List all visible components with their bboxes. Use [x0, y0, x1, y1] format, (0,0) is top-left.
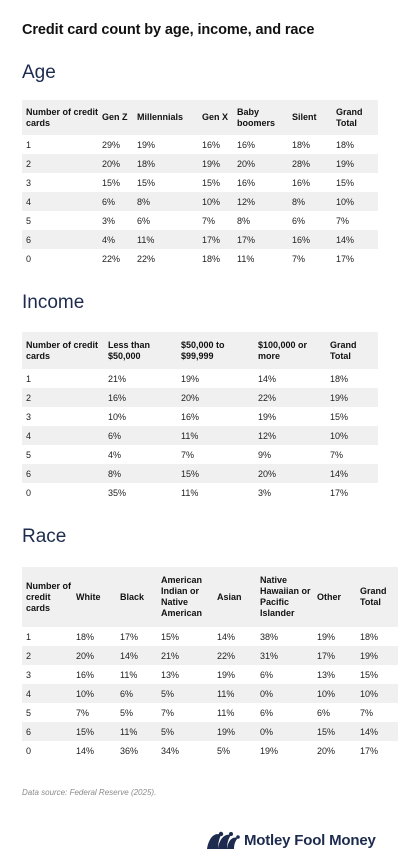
table-cell: 12%: [237, 196, 256, 207]
table-cell: 18%: [202, 253, 221, 264]
table-cell: 17%: [237, 234, 256, 245]
table-cell: 2: [26, 158, 32, 169]
table-cell: 8%: [137, 196, 151, 207]
age-header-cell: Baby boomers: [237, 106, 276, 128]
table-cell: 19%: [181, 373, 200, 384]
age-header-cell: Grand Total: [336, 106, 363, 128]
income-table: [22, 332, 378, 502]
table-cell: 16%: [202, 139, 221, 150]
table-cell: 17%: [360, 745, 379, 756]
table-cell: 0%: [260, 688, 274, 699]
table-row: [22, 722, 398, 741]
table-cell: 10%: [317, 688, 336, 699]
age-header-cell: Gen X: [202, 112, 229, 122]
table-row: [22, 173, 378, 192]
age-table: [22, 100, 378, 268]
table-cell: 21%: [161, 650, 180, 661]
income-table-container: [22, 332, 378, 502]
table-cell: 9%: [258, 449, 272, 460]
table-cell: 16%: [292, 234, 311, 245]
table-cell: 0: [26, 253, 32, 264]
table-cell: 19%: [137, 139, 156, 150]
table-cell: 16%: [76, 669, 95, 680]
table-cell: 16%: [181, 411, 200, 422]
table-cell: 7%: [360, 707, 374, 718]
table-cell: 13%: [161, 669, 180, 680]
table-cell: 10%: [76, 688, 95, 699]
table-cell: 6%: [102, 196, 116, 207]
table-cell: 11%: [237, 253, 255, 264]
table-cell: 6%: [137, 215, 151, 226]
table-cell: 7%: [292, 253, 306, 264]
table-cell: 7%: [202, 215, 216, 226]
table-cell: 11%: [120, 726, 138, 737]
table-cell: 2: [26, 650, 32, 661]
table-row: [22, 154, 378, 173]
table-cell: 1: [26, 139, 32, 150]
table-cell: 15%: [137, 177, 156, 188]
income-table-body: [22, 369, 378, 502]
table-cell: 14%: [330, 468, 349, 479]
table-cell: 14%: [360, 726, 379, 737]
income-header-row: [22, 332, 378, 369]
table-cell: 1: [26, 373, 32, 384]
table-cell: 17%: [202, 234, 221, 245]
table-cell: 14%: [76, 745, 95, 756]
table-cell: 14%: [217, 631, 236, 642]
table-row: [22, 192, 378, 211]
table-cell: 29%: [102, 139, 121, 150]
race-header-cell: Grand Total: [360, 586, 387, 607]
table-row: [22, 627, 398, 646]
table-cell: 31%: [260, 650, 279, 661]
table-cell: 15%: [360, 669, 379, 680]
race-header-cell: American Indian or Native American: [161, 575, 203, 618]
race-header-cell: White: [76, 591, 101, 602]
table-cell: 6%: [292, 215, 306, 226]
table-cell: 22%: [217, 650, 236, 661]
table-cell: 17%: [120, 631, 139, 642]
table-cell: 7%: [330, 449, 344, 460]
table-cell: 20%: [76, 650, 95, 661]
table-cell: 17%: [330, 487, 349, 498]
table-cell: 10%: [330, 430, 349, 441]
race-header-cell: Black: [120, 591, 145, 602]
table-row: [22, 135, 378, 154]
table-cell: 5%: [161, 688, 175, 699]
table-cell: 36%: [120, 745, 139, 756]
table-cell: 0: [26, 745, 32, 756]
race-header-cell: Number of credit cards: [26, 580, 71, 613]
age-header-cell: Silent: [292, 112, 317, 122]
table-cell: 16%: [237, 139, 256, 150]
table-row: [22, 249, 378, 268]
table-cell: 18%: [76, 631, 95, 642]
table-cell: 0: [26, 487, 32, 498]
table-cell: 18%: [137, 158, 156, 169]
table-row: [22, 464, 378, 483]
race-table-body: [22, 627, 398, 760]
table-row: [22, 369, 378, 388]
income-header-cell: $100,000 or more: [258, 339, 308, 361]
table-row: [22, 646, 398, 665]
table-cell: 19%: [360, 650, 379, 661]
table-cell: 3%: [258, 487, 272, 498]
table-cell: 20%: [181, 392, 200, 403]
table-cell: 6: [26, 234, 32, 245]
table-cell: 5%: [217, 745, 231, 756]
table-cell: 22%: [102, 253, 121, 264]
table-row: [22, 483, 378, 502]
table-cell: 6%: [260, 669, 274, 680]
table-cell: 19%: [217, 726, 236, 737]
table-cell: 2: [26, 392, 32, 403]
table-cell: 5%: [120, 707, 134, 718]
table-cell: 18%: [360, 631, 379, 642]
table-cell: 11%: [217, 707, 235, 718]
table-cell: 7%: [76, 707, 90, 718]
table-cell: 17%: [317, 650, 336, 661]
table-cell: 5: [26, 449, 32, 460]
page-title: Credit card count by age, income, and race: [22, 22, 315, 38]
table-cell: 5%: [161, 726, 175, 737]
table-cell: 15%: [161, 631, 180, 642]
table-cell: 0%: [260, 726, 274, 737]
table-row: [22, 211, 378, 230]
table-cell: 4%: [102, 234, 116, 245]
table-cell: 20%: [258, 468, 277, 479]
table-row: [22, 741, 398, 760]
table-cell: 5: [26, 707, 32, 718]
table-cell: 11%: [137, 234, 155, 245]
table-cell: 19%: [317, 631, 336, 642]
jester-cap-icon: [205, 829, 241, 851]
table-cell: 15%: [202, 177, 221, 188]
table-cell: 18%: [330, 373, 349, 384]
table-cell: 19%: [260, 745, 279, 756]
table-cell: 22%: [258, 392, 277, 403]
table-cell: 8%: [108, 468, 122, 479]
race-header-row: [22, 567, 398, 627]
table-cell: 7%: [336, 215, 350, 226]
table-cell: 13%: [317, 669, 336, 680]
table-cell: 18%: [336, 139, 355, 150]
table-row: [22, 684, 398, 703]
age-header-cell: Gen Z: [102, 112, 128, 122]
table-cell: 19%: [217, 669, 236, 680]
table-cell: 4: [26, 430, 32, 441]
income-header-cell: Grand Total: [330, 339, 357, 361]
table-row: [22, 426, 378, 445]
table-cell: 4: [26, 688, 32, 699]
race-heading: Race: [22, 526, 67, 547]
table-row: [22, 445, 378, 464]
table-cell: 11%: [120, 669, 138, 680]
table-cell: 17%: [336, 253, 355, 264]
table-row: [22, 388, 378, 407]
age-header-cell: Number of credit cards: [26, 106, 99, 128]
table-row: [22, 407, 378, 426]
table-cell: 5: [26, 215, 32, 226]
table-cell: 14%: [336, 234, 355, 245]
table-cell: 19%: [330, 392, 349, 403]
table-cell: 3: [26, 669, 32, 680]
table-cell: 11%: [217, 688, 235, 699]
table-cell: 35%: [108, 487, 127, 498]
race-header-cell: Other: [317, 591, 342, 602]
table-cell: 7%: [181, 449, 195, 460]
table-cell: 15%: [336, 177, 355, 188]
table-cell: 19%: [258, 411, 277, 422]
table-cell: 6%: [317, 707, 331, 718]
age-header-cell: Millennials: [137, 112, 184, 122]
data-source-note: Data source: Federal Reserve (2025).: [22, 788, 157, 797]
age-table-container: [22, 100, 378, 268]
table-cell: 22%: [137, 253, 156, 264]
table-cell: 4%: [108, 449, 122, 460]
table-cell: 6%: [120, 688, 134, 699]
table-cell: 28%: [292, 158, 311, 169]
race-header-cell: Native Hawaiian or Pacific Islander: [260, 575, 311, 618]
race-table-container: [22, 567, 387, 760]
table-cell: 16%: [237, 177, 256, 188]
table-cell: 11%: [181, 487, 199, 498]
brand-name: Motley Fool Money: [244, 831, 376, 849]
table-cell: 16%: [292, 177, 311, 188]
table-cell: 34%: [161, 745, 180, 756]
table-cell: 4: [26, 196, 32, 207]
table-cell: 21%: [108, 373, 127, 384]
race-header-cell: Asian: [217, 591, 242, 602]
race-table: [22, 567, 398, 760]
table-cell: 3: [26, 177, 32, 188]
age-heading: Age: [22, 62, 56, 83]
table-cell: 19%: [336, 158, 355, 169]
table-cell: 6%: [260, 707, 274, 718]
table-cell: 8%: [237, 215, 251, 226]
table-cell: 1: [26, 631, 32, 642]
table-cell: 14%: [120, 650, 139, 661]
table-cell: 8%: [292, 196, 306, 207]
table-cell: 15%: [76, 726, 95, 737]
table-cell: 7%: [161, 707, 175, 718]
table-cell: 10%: [108, 411, 127, 422]
table-row: [22, 665, 398, 684]
table-row: [22, 230, 378, 249]
table-cell: 12%: [258, 430, 277, 441]
age-table-body: [22, 135, 378, 268]
table-cell: 3%: [102, 215, 116, 226]
table-cell: 20%: [317, 745, 336, 756]
age-header-row: [22, 100, 378, 135]
table-cell: 6: [26, 468, 32, 479]
table-cell: 20%: [102, 158, 121, 169]
table-cell: 6%: [108, 430, 122, 441]
table-cell: 38%: [260, 631, 279, 642]
income-header-cell: Number of credit cards: [26, 339, 99, 361]
table-cell: 15%: [181, 468, 200, 479]
table-cell: 19%: [202, 158, 221, 169]
brand-logo: [205, 829, 376, 851]
table-cell: 3: [26, 411, 32, 422]
table-cell: 16%: [108, 392, 127, 403]
table-cell: 20%: [237, 158, 256, 169]
table-cell: 10%: [202, 196, 221, 207]
table-row: [22, 703, 398, 722]
table-cell: 18%: [292, 139, 311, 150]
income-header-cell: Less than $50,000: [108, 339, 151, 361]
table-cell: 6: [26, 726, 32, 737]
income-heading: Income: [22, 292, 85, 313]
table-cell: 10%: [336, 196, 355, 207]
table-cell: 15%: [102, 177, 121, 188]
table-cell: 11%: [181, 430, 199, 441]
table-cell: 10%: [360, 688, 379, 699]
table-cell: 15%: [317, 726, 336, 737]
table-cell: 14%: [258, 373, 277, 384]
table-cell: 15%: [330, 411, 349, 422]
income-header-cell: $50,000 to $99,999: [181, 339, 225, 361]
